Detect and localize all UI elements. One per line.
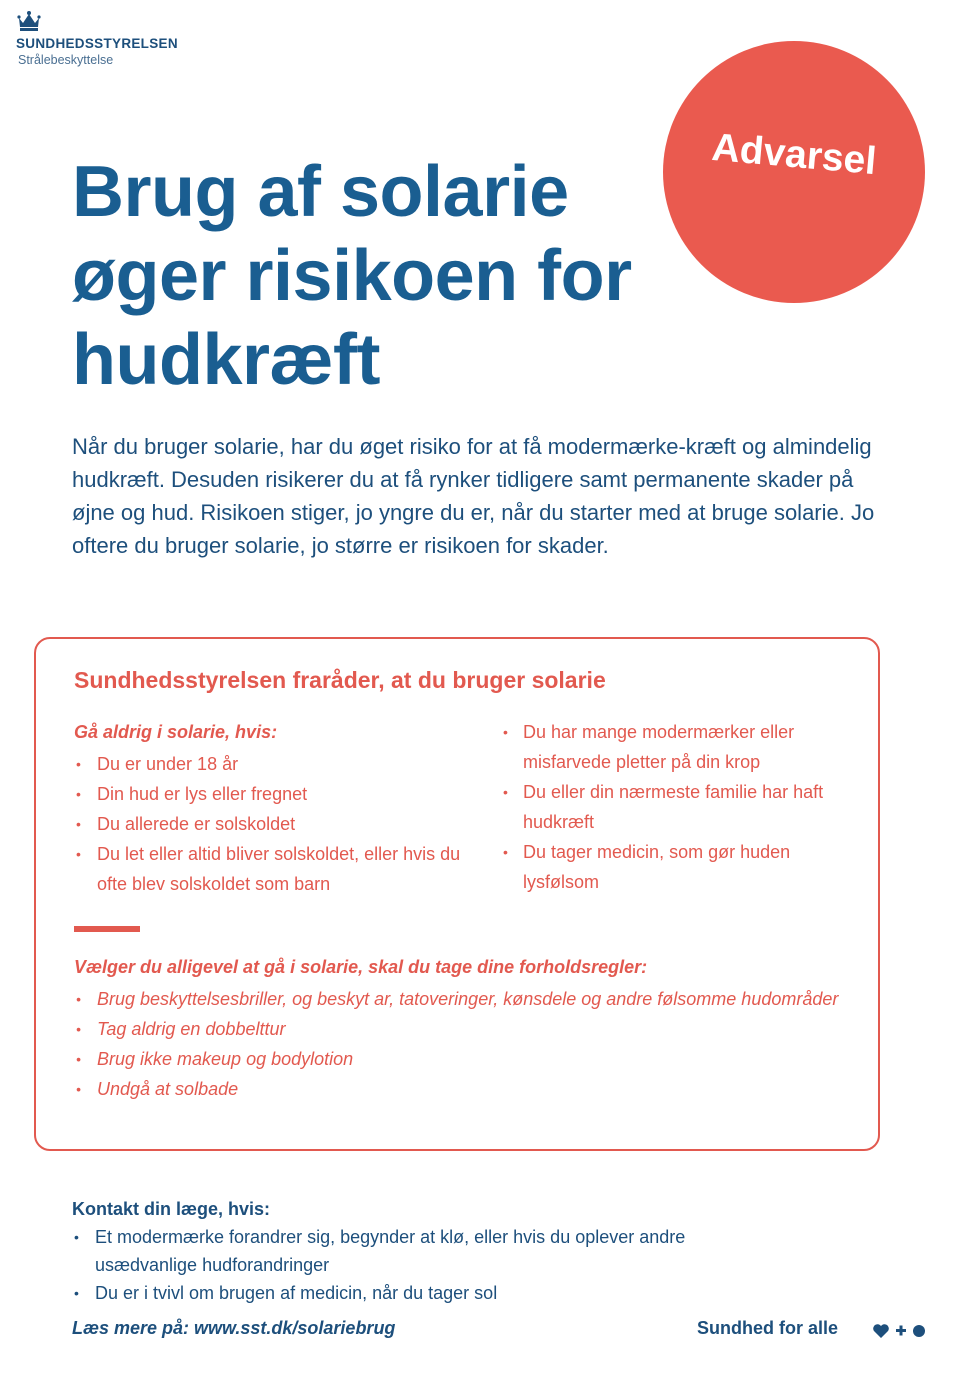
warning-label: Advarsel: [710, 125, 878, 184]
logo-subtitle: Strålebeskyttelse: [18, 53, 114, 67]
list-item: • Du er i tvivl om brugen af medicin, når du tager sol: [72, 1279, 772, 1307]
never-left-column: [74, 717, 494, 899]
list-item: • Du tager medicin, som gør huden lysfølsom: [501, 837, 861, 897]
precautions-list: [74, 984, 854, 1104]
read-more-link[interactable]: Læs mere på: www.sst.dk/solariebrug: [72, 1318, 396, 1338]
logo: [16, 10, 276, 70]
list-item: • Du let eller altid bliver solskoldet, eller hvis du ofte blev solskoldet som barn: [74, 839, 494, 899]
heart-plus-dot-icon: [872, 1321, 928, 1341]
list-item: • Din hud er lys eller fregnet: [74, 779, 494, 809]
crown-icon: [16, 10, 42, 32]
never-right-column: [501, 717, 861, 897]
section-divider: [74, 926, 140, 932]
list-item: • Brug beskyttelsesbriller, og beskyt ar, tatoveringer, kønsdele og andre følsomme hudområder: [74, 984, 854, 1014]
tagline: Sundhed for alle: [697, 1318, 839, 1338]
logo-title: SUNDHEDSSTYRELSEN: [16, 36, 178, 51]
list-item: • Du er under 18 år: [74, 749, 494, 779]
precautions-heading: Vælger du alligevel at gå i solarie, skal du tage dine forholdsregler:: [74, 957, 648, 977]
list-item: • Du eller din nærmeste familie har haft hudkræft: [501, 777, 861, 837]
page-title: Brug af solarie øger risikoen for hudkræft: [72, 152, 632, 400]
intro-paragraph: Når du bruger solarie, har du øget risiko for at få modermærke-kræft og almindelig hudkræft. Desuden risikerer du at få rynker tidligere samt permanente skader på øjne og hud. Risikoen stiger, jo yngre du er, når du starter med at bruge solarie. Jo oftere du bruger solarie, jo større er risikoen for skader.: [72, 434, 875, 558]
list-item: • Tag aldrig en dobbelttur: [74, 1014, 854, 1044]
advice-heading: Sundhedsstyrelsen fraråder, at du bruger solarie: [74, 667, 606, 693]
list-item: • Undgå at solbade: [74, 1074, 854, 1104]
never-list-left: [74, 749, 494, 899]
never-heading: Gå aldrig i solarie, hvis:: [74, 722, 278, 742]
advice-box: [34, 637, 880, 1151]
list-item: • Du har mange modermærker eller misfarvede pletter på din krop: [501, 717, 861, 777]
never-list-right: [501, 717, 861, 897]
list-item: • Brug ikke makeup og bodylotion: [74, 1044, 854, 1074]
list-item: • Du allerede er solskoldet: [74, 809, 494, 839]
list-item: • Et modermærke forandrer sig, begynder at klø, eller hvis du oplever andre usædvanlige hudforandringer: [72, 1223, 772, 1279]
contact-list: [72, 1223, 772, 1307]
contact-heading: Kontakt din læge, hvis:: [72, 1199, 271, 1219]
contact-section: [72, 1195, 772, 1307]
warning-badge: [663, 41, 925, 303]
precautions-section: [74, 952, 854, 1104]
